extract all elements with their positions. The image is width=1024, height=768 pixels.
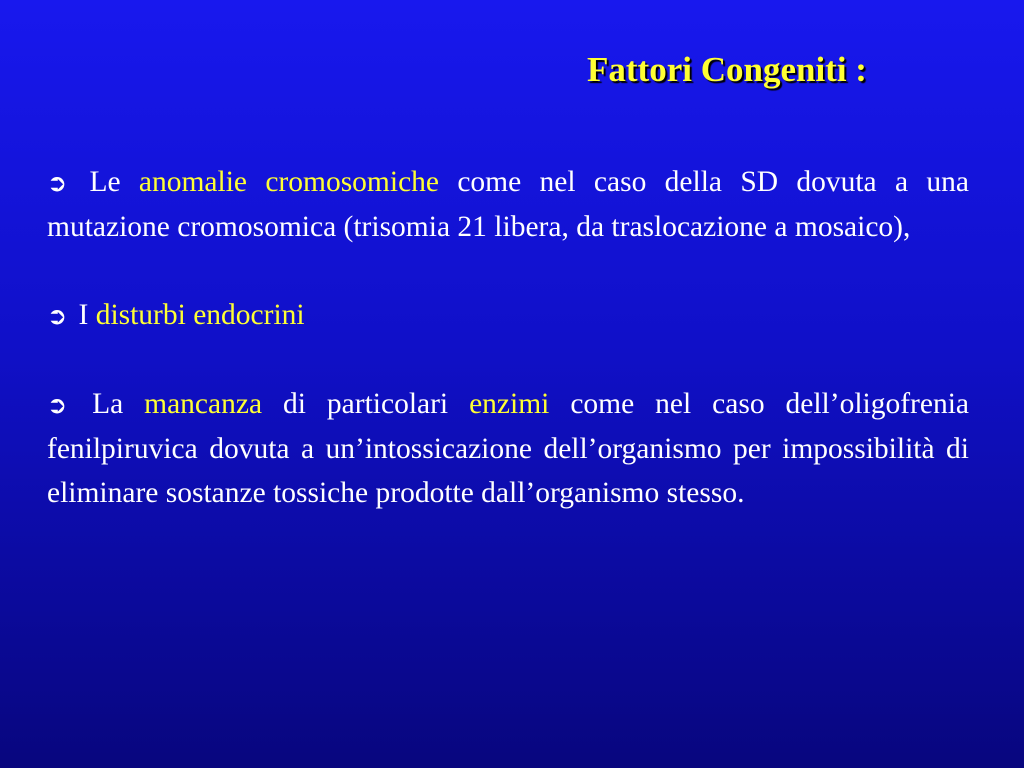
arrow-right-circle-icon: ➲	[47, 302, 68, 330]
bullet-text: Le	[89, 166, 121, 198]
bullet-item	[47, 382, 969, 515]
highlighted-term: anomalie cromosomiche	[138, 166, 440, 198]
highlighted-term: disturbi endocrini	[95, 299, 305, 331]
bullet-text: I	[78, 299, 89, 331]
bullet-item	[47, 160, 969, 249]
bullet-text: come nel caso della SD dovuta a una mutazione cromosomica (trisomia 21 libera, da traslocazione a mosaico),	[47, 166, 969, 243]
bullet-text: di particolari	[283, 388, 449, 420]
bullet-item	[47, 293, 969, 338]
bullet-text: La	[92, 388, 124, 420]
arrow-right-circle-icon: ➲	[47, 391, 68, 419]
highlighted-term: enzimi	[469, 388, 550, 420]
bullet-list	[47, 160, 969, 515]
arrow-right-circle-icon: ➲	[47, 169, 68, 197]
bullet-text: come nel caso dell’oligofrenia fenilpiruvica dovuta a un’intossicazione dell’organismo per impossibilità di eliminare sostanze tossiche prodotte dall’organismo stesso.	[47, 388, 970, 509]
highlighted-term: mancanza	[144, 388, 263, 420]
slide-title: Fattori Congeniti :	[587, 50, 867, 89]
